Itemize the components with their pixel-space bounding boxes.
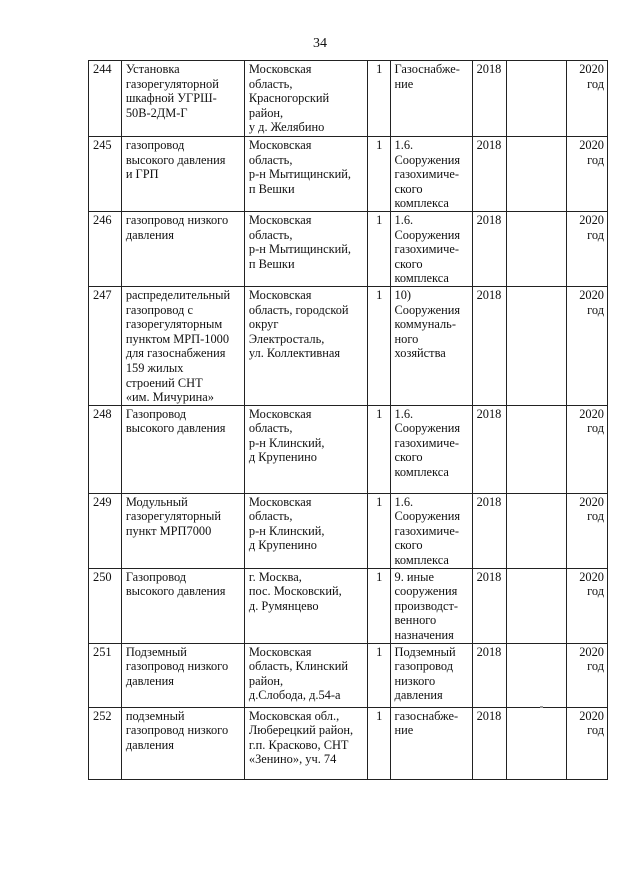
facility-type-line: газохимиче- bbox=[394, 167, 459, 182]
facility-type-cell bbox=[390, 137, 472, 212]
facility-type-cell bbox=[390, 493, 472, 568]
table-row bbox=[89, 568, 608, 643]
facility-name-line: газопровод низкого bbox=[125, 212, 229, 227]
quantity-cell: 1 bbox=[367, 493, 390, 568]
facility-type-line: 1.6. bbox=[394, 138, 414, 152]
facility-name-cell bbox=[121, 568, 244, 643]
facility-type-cell bbox=[390, 211, 472, 286]
year-cell: 2018 bbox=[472, 211, 507, 286]
facility-name-line: подземный bbox=[125, 708, 185, 723]
facility-name-line: Газопровод bbox=[125, 406, 187, 421]
facility-name-line: Модульный bbox=[125, 494, 188, 509]
completion-year-line: 2020 bbox=[579, 569, 604, 584]
facility-name-line: газорегуляторной bbox=[125, 76, 219, 91]
facility-name-line: «им. Мичурина» bbox=[125, 390, 214, 405]
location-line: Люберецкий район, bbox=[248, 723, 354, 738]
location-line: область, городской bbox=[248, 302, 349, 317]
facility-name-cell bbox=[121, 493, 244, 568]
facility-name-line: шкафной УГРШ- bbox=[125, 91, 217, 106]
facility-name-line: давления bbox=[125, 227, 174, 242]
empty-cell bbox=[507, 493, 566, 568]
location-cell bbox=[244, 707, 367, 779]
location-line: р-н Клинский, bbox=[248, 435, 325, 450]
completion-year-line: 2020 bbox=[579, 494, 604, 509]
location-line: р-н Мытищинский, bbox=[248, 242, 352, 257]
facility-name-line: 50В-2ДМ-Г bbox=[125, 105, 188, 120]
location-line: округ bbox=[248, 317, 279, 332]
facility-type-cell bbox=[390, 643, 472, 707]
facility-type-line: газохимиче- bbox=[394, 523, 459, 538]
page-number: 34 bbox=[313, 36, 327, 51]
facility-name-line: давления bbox=[125, 673, 174, 688]
row-number-cell: 249 bbox=[89, 493, 122, 568]
location-line: Московская bbox=[248, 212, 312, 227]
completion-year-cell bbox=[566, 568, 607, 643]
location-cell bbox=[244, 286, 367, 405]
quantity-cell: 1 bbox=[367, 707, 390, 779]
completion-year-line: год bbox=[587, 302, 604, 317]
completion-year-line: год bbox=[587, 76, 604, 91]
row-number-cell: 248 bbox=[89, 405, 122, 493]
facility-type-line: Газоснабже- bbox=[394, 62, 460, 76]
location-line: Красногорский bbox=[248, 91, 330, 106]
location-cell bbox=[244, 211, 367, 286]
location-cell bbox=[244, 493, 367, 568]
facility-type-line: комплекса bbox=[394, 271, 449, 286]
facility-name-line: 159 жилых bbox=[125, 360, 184, 375]
facility-type-line: газохимиче- bbox=[394, 242, 459, 257]
location-line: район, bbox=[248, 673, 284, 688]
location-cell bbox=[244, 137, 367, 212]
facility-type-line: 1.6. bbox=[394, 406, 414, 421]
location-line: Московская bbox=[248, 406, 312, 421]
row-number-cell: 244 bbox=[89, 61, 122, 137]
facility-name-line: высокого давления bbox=[125, 421, 226, 436]
table-row bbox=[89, 286, 608, 405]
facility-type-cell bbox=[390, 61, 472, 137]
location-line: Московская обл., bbox=[248, 708, 340, 723]
facility-type-line: комплекса bbox=[394, 553, 449, 568]
facility-type-line: сооружения bbox=[394, 584, 458, 599]
completion-year-line: 2020 bbox=[579, 287, 604, 302]
location-line: пос. Московский, bbox=[248, 584, 342, 599]
table-body bbox=[89, 61, 608, 780]
facility-type-cell bbox=[390, 707, 472, 779]
location-line: область, bbox=[248, 509, 293, 524]
facility-name-cell bbox=[121, 707, 244, 779]
facility-type-line: газопровод bbox=[394, 659, 454, 674]
row-number-cell: 251 bbox=[89, 643, 122, 707]
empty-cell bbox=[507, 137, 566, 212]
quantity-cell: 1 bbox=[367, 61, 390, 137]
completion-year-line: год bbox=[587, 723, 604, 738]
facility-type-line: Сооружения bbox=[394, 509, 461, 524]
completion-year-line: год bbox=[587, 509, 604, 524]
empty-cell bbox=[507, 61, 566, 137]
facility-type-line: 10) bbox=[394, 287, 412, 302]
facility-type-line: ного bbox=[394, 331, 419, 346]
location-line: д Крупенино bbox=[248, 450, 318, 465]
facility-name-cell bbox=[121, 643, 244, 707]
scan-mark bbox=[540, 706, 543, 708]
completion-year-line: год bbox=[587, 659, 604, 674]
facility-name-line: высокого давления bbox=[125, 152, 226, 167]
completion-year-cell bbox=[566, 211, 607, 286]
location-line: Московская bbox=[248, 644, 312, 659]
row-number-cell: 245 bbox=[89, 137, 122, 212]
location-cell bbox=[244, 643, 367, 707]
empty-cell bbox=[507, 405, 566, 493]
table-row bbox=[89, 61, 608, 137]
facility-type-line: ние bbox=[394, 723, 414, 738]
facility-type-line: 1.6. bbox=[394, 494, 414, 509]
table-row bbox=[89, 211, 608, 286]
facility-type-line: коммуналь- bbox=[394, 317, 456, 332]
table-row bbox=[89, 493, 608, 568]
facility-type-line: ского bbox=[394, 450, 423, 465]
facility-name-line: распределительный bbox=[125, 287, 231, 302]
facility-type-line: низкого bbox=[394, 673, 436, 688]
year-cell: 2018 bbox=[472, 493, 507, 568]
completion-year-line: 2020 bbox=[579, 708, 604, 723]
location-line: р-н Клинский, bbox=[248, 523, 325, 538]
location-cell bbox=[244, 405, 367, 493]
facility-type-line: комплекса bbox=[394, 196, 449, 211]
completion-year-cell bbox=[566, 405, 607, 493]
completion-year-cell bbox=[566, 61, 607, 137]
facility-name-line: Установка bbox=[125, 62, 180, 76]
quantity-cell: 1 bbox=[367, 137, 390, 212]
facility-name-line: газорегуляторным bbox=[125, 317, 223, 332]
facility-type-line: венного bbox=[394, 613, 437, 628]
location-line: ул. Коллективная bbox=[248, 346, 341, 361]
completion-year-line: год bbox=[587, 421, 604, 436]
facility-name-cell bbox=[121, 286, 244, 405]
location-line: д. Румянцево bbox=[248, 598, 319, 613]
completion-year-cell bbox=[566, 493, 607, 568]
facility-name-line: для газоснабжения bbox=[125, 346, 226, 361]
year-cell: 2018 bbox=[472, 568, 507, 643]
facility-name-line: и ГРП bbox=[125, 167, 159, 182]
facility-name-line: строений СНТ bbox=[125, 375, 203, 390]
completion-year-line: 2020 bbox=[579, 406, 604, 421]
year-cell: 2018 bbox=[472, 137, 507, 212]
year-cell: 2018 bbox=[472, 405, 507, 493]
completion-year-cell bbox=[566, 707, 607, 779]
location-line: д.Слобода, д.54-а bbox=[248, 688, 341, 703]
quantity-cell: 1 bbox=[367, 405, 390, 493]
facility-type-line: Сооружения bbox=[394, 302, 461, 317]
facility-type-cell bbox=[390, 568, 472, 643]
year-cell: 2018 bbox=[472, 286, 507, 405]
facility-type-line: хозяйства bbox=[394, 346, 446, 361]
location-line: п Вешки bbox=[248, 256, 295, 271]
empty-cell bbox=[507, 643, 566, 707]
empty-cell bbox=[507, 707, 566, 779]
location-line: область, bbox=[248, 152, 293, 167]
facility-name-line: Газопровод bbox=[125, 569, 187, 584]
facility-type-line: Сооружения bbox=[394, 421, 461, 436]
completion-year-line: 2020 bbox=[579, 138, 604, 152]
location-line: область, bbox=[248, 76, 293, 91]
facility-type-line: ского bbox=[394, 181, 423, 196]
empty-cell bbox=[507, 568, 566, 643]
table-row bbox=[89, 405, 608, 493]
facility-name-cell bbox=[121, 405, 244, 493]
location-line: область, Клинский bbox=[248, 659, 349, 674]
facility-type-line: производст- bbox=[394, 598, 459, 613]
empty-cell bbox=[507, 211, 566, 286]
facility-name-line: пунктом МРП-1000 bbox=[125, 331, 230, 346]
facility-type-line: 1.6. bbox=[394, 212, 414, 227]
facility-type-line: ского bbox=[394, 256, 423, 271]
location-line: р-н Мытищинский, bbox=[248, 167, 352, 182]
completion-year-line: 2020 bbox=[579, 644, 604, 659]
location-cell bbox=[244, 61, 367, 137]
facility-name-line: газопровод с bbox=[125, 302, 193, 317]
location-line: г.п. Красково, СНТ bbox=[248, 737, 349, 752]
location-line: Московская bbox=[248, 62, 312, 76]
quantity-cell: 1 bbox=[367, 286, 390, 405]
table-row bbox=[89, 707, 608, 779]
completion-year-line: год bbox=[587, 227, 604, 242]
location-line: п Вешки bbox=[248, 181, 295, 196]
location-line: область, bbox=[248, 227, 293, 242]
facility-name-line: давления bbox=[125, 737, 174, 752]
location-line: Московская bbox=[248, 138, 312, 152]
facility-type-line: ского bbox=[394, 538, 423, 553]
location-line: область, bbox=[248, 421, 293, 436]
completion-year-line: год bbox=[587, 584, 604, 599]
facility-name-line: газопровод низкого bbox=[125, 659, 229, 674]
facility-type-line: назначения bbox=[394, 628, 454, 643]
location-line: «Зенино», уч. 74 bbox=[248, 752, 337, 767]
gas-facilities-table bbox=[88, 60, 608, 780]
completion-year-cell bbox=[566, 643, 607, 707]
facility-name-cell bbox=[121, 61, 244, 137]
quantity-cell: 1 bbox=[367, 568, 390, 643]
location-cell bbox=[244, 568, 367, 643]
facility-type-cell bbox=[390, 405, 472, 493]
row-number-cell: 250 bbox=[89, 568, 122, 643]
facility-type-line: газохимиче- bbox=[394, 435, 459, 450]
row-number-cell: 246 bbox=[89, 211, 122, 286]
completion-year-line: 2020 bbox=[579, 62, 604, 76]
facility-type-line: Подземный bbox=[394, 644, 456, 659]
row-number-cell: 252 bbox=[89, 707, 122, 779]
completion-year-line: год bbox=[587, 152, 604, 167]
facility-type-cell bbox=[390, 286, 472, 405]
quantity-cell: 1 bbox=[367, 643, 390, 707]
facility-name-line: высокого давления bbox=[125, 584, 226, 599]
location-line: д Крупенино bbox=[248, 538, 318, 553]
facility-name-line: газопровод bbox=[125, 138, 185, 152]
year-cell: 2018 bbox=[472, 707, 507, 779]
location-line: у д. Желябино bbox=[248, 120, 325, 135]
facility-type-line: Сооружения bbox=[394, 152, 461, 167]
facility-type-line: Сооружения bbox=[394, 227, 461, 242]
facility-name-line: газопровод низкого bbox=[125, 723, 229, 738]
empty-cell bbox=[507, 286, 566, 405]
table-row bbox=[89, 137, 608, 212]
facility-type-line: давления bbox=[394, 688, 443, 703]
year-cell: 2018 bbox=[472, 61, 507, 137]
table-row bbox=[89, 643, 608, 707]
row-number-cell: 247 bbox=[89, 286, 122, 405]
facility-name-cell bbox=[121, 137, 244, 212]
year-cell: 2018 bbox=[472, 643, 507, 707]
location-line: Московская bbox=[248, 287, 312, 302]
location-line: Московская bbox=[248, 494, 312, 509]
completion-year-line: 2020 bbox=[579, 212, 604, 227]
location-line: г. Москва, bbox=[248, 569, 302, 584]
facility-name-line: Подземный bbox=[125, 644, 187, 659]
facility-name-cell bbox=[121, 211, 244, 286]
quantity-cell: 1 bbox=[367, 211, 390, 286]
completion-year-cell bbox=[566, 286, 607, 405]
facility-name-line: газорегуляторный bbox=[125, 509, 221, 524]
facility-type-line: 9. иные bbox=[394, 569, 435, 584]
facility-type-line: газоснабже- bbox=[394, 708, 459, 723]
facility-name-line: пункт МРП7000 bbox=[125, 523, 212, 538]
completion-year-cell bbox=[566, 137, 607, 212]
facility-type-line: комплекса bbox=[394, 465, 449, 480]
location-line: Электросталь, bbox=[248, 331, 325, 346]
location-line: район, bbox=[248, 105, 284, 120]
facility-type-line: ние bbox=[394, 76, 414, 91]
